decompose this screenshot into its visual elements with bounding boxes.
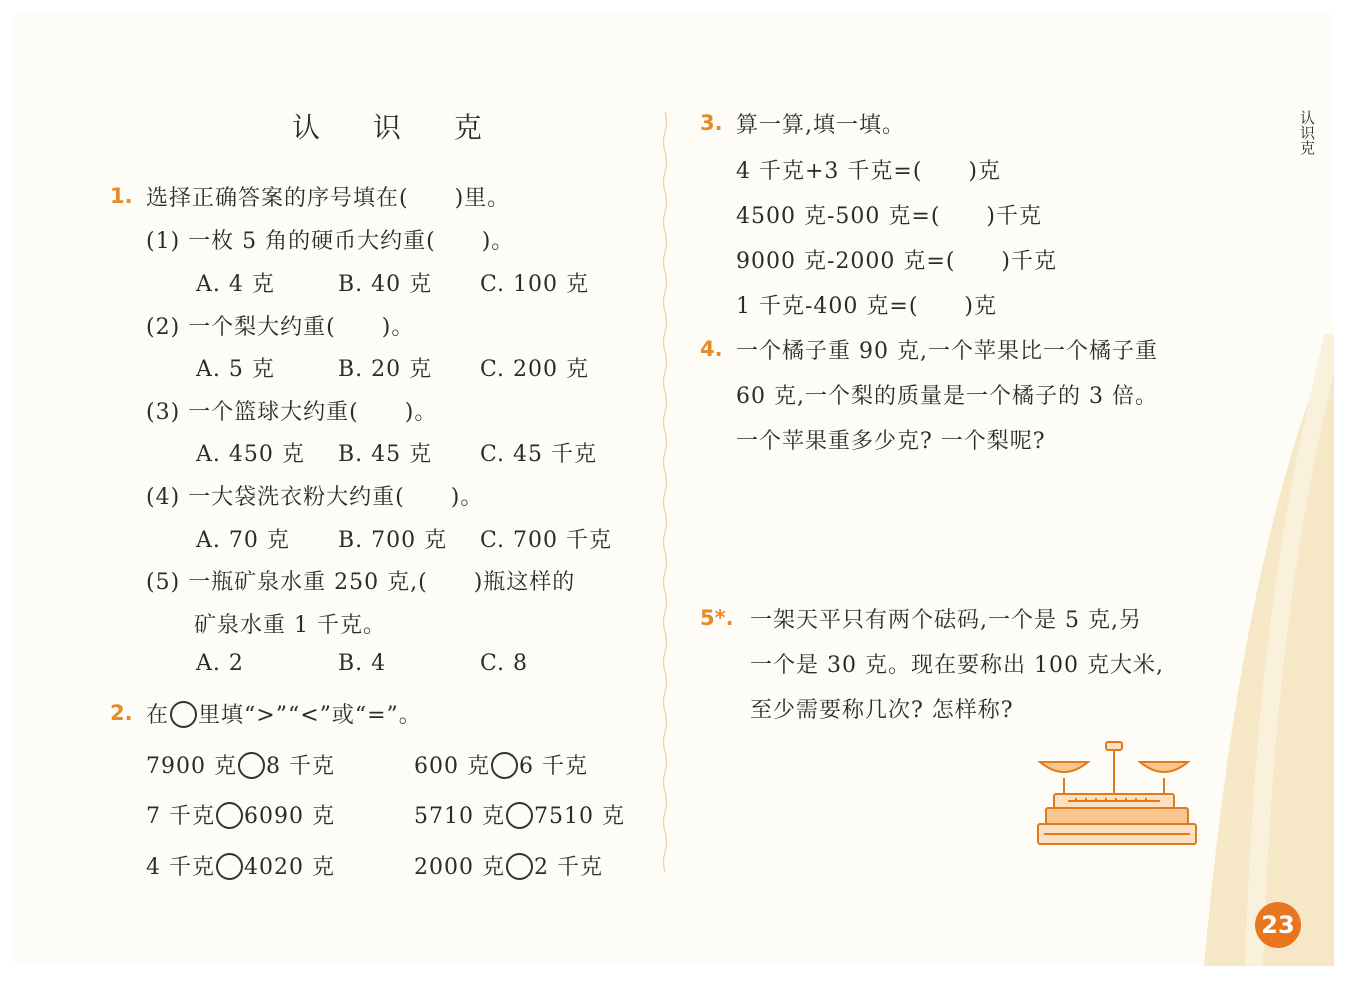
q2-row-1-right (414, 749, 588, 780)
q4-number: 4. (700, 337, 723, 361)
q1-5-question: (5) 一瓶矿泉水重 250 克,( )瓶这样的 (146, 570, 576, 595)
balance-scale-icon (1036, 740, 1200, 848)
q1-1-option-c: C. 100 克 (480, 272, 590, 297)
q1-4-option-b: B. 700 克 (338, 528, 448, 553)
q2-row-2-right (414, 799, 625, 830)
q1-3-option-b: B. 45 克 (338, 442, 433, 467)
q1-2-option-b: B. 20 克 (338, 357, 433, 382)
q1-number: 1. (110, 184, 133, 208)
q1-2-option-a: A. 5 克 (196, 357, 275, 382)
q3-line-1: 4 千克+3 千克=( )克 (736, 159, 1002, 184)
q2-value: 6090 克 (244, 804, 335, 829)
q2-value: 6 千克 (519, 754, 588, 779)
q2-value: 5710 克 (414, 804, 505, 829)
q2-value: 4 千克 (146, 855, 215, 880)
q1-5-option-b: B. 4 (338, 651, 387, 676)
q1-3-option-c: C. 45 千克 (480, 442, 598, 467)
q5-number: 5*. (700, 606, 734, 630)
q2-value: 7 千克 (146, 804, 215, 829)
q2-row-1-left (146, 749, 335, 780)
q2-value: 7510 克 (533, 804, 625, 829)
column-divider (662, 112, 668, 872)
workbook-page (14, 14, 1334, 966)
q1-2-option-c: C. 200 克 (480, 357, 590, 382)
q1-3-question: (3) 一个篮球大约重( )。 (146, 400, 438, 425)
answer-circle[interactable] (238, 752, 265, 779)
q1-5-option-c: C. 8 (480, 651, 529, 676)
q3-stem: 算一算,填一填。 (736, 113, 905, 138)
q1-stem: 选择正确答案的序号填在( )里。 (146, 186, 511, 211)
q3-line-3: 9000 克-2000 克=( )千克 (736, 249, 1057, 274)
q2-row-3-left (146, 850, 335, 881)
answer-circle[interactable] (216, 802, 243, 829)
q2-row-3-right (414, 850, 603, 881)
q2-value: 2000 克 (414, 855, 505, 880)
q4-line-1: 一个橘子重 90 克,一个苹果比一个橘子重 (736, 339, 1158, 364)
q1-1-option-a: A. 4 克 (196, 272, 275, 297)
q1-4-option-c: C. 700 千克 (480, 528, 613, 553)
q2-row-2-left (146, 799, 335, 830)
q2-value: 2 千克 (533, 855, 603, 880)
q4-line-3: 一个苹果重多少克? 一个梨呢? (736, 429, 1046, 454)
q2-value: 600 克 (414, 754, 490, 779)
answer-circle[interactable] (506, 802, 533, 829)
q3-number: 3. (700, 111, 723, 135)
q1-1-option-b: B. 40 克 (338, 272, 433, 297)
q2-stem-b: 里填“>”“<”或“=”。 (198, 703, 422, 728)
page-number-badge: 23 (1255, 902, 1301, 948)
q2-value: 4020 克 (244, 855, 335, 880)
answer-circle[interactable] (216, 853, 243, 880)
q1-5-option-a: A. 2 (196, 651, 244, 676)
q2-stem (146, 698, 422, 729)
side-label: 认识克 (1298, 110, 1316, 155)
q5-line-2: 一个是 30 克。现在要称出 100 克大米, (750, 653, 1164, 678)
q5-line-3: 至少需要称几次? 怎样称? (750, 698, 1014, 723)
q1-1-question: (1) 一枚 5 角的硬币大约重( )。 (146, 229, 515, 254)
q1-4-option-a: A. 70 克 (196, 528, 290, 553)
q1-2-question: (2) 一个梨大约重( )。 (146, 315, 415, 340)
answer-circle[interactable] (506, 853, 533, 880)
q1-3-option-a: A. 450 克 (196, 442, 305, 467)
q3-line-2: 4500 克-500 克=( )千克 (736, 204, 1042, 229)
answer-circle[interactable] (491, 752, 518, 779)
q2-stem-a: 在 (146, 703, 170, 728)
q4-line-2: 60 克,一个梨的质量是一个橘子的 3 倍。 (736, 384, 1158, 409)
q3-line-4: 1 千克-400 克=( )克 (736, 294, 998, 319)
compare-circle-icon (170, 701, 197, 728)
q5-line-1: 一架天平只有两个砝码,一个是 5 克,另 (750, 608, 1142, 633)
q2-value: 8 千克 (265, 754, 335, 779)
q1-4-question: (4) 一大袋洗衣粉大约重( )。 (146, 485, 484, 510)
q2-value: 7900 克 (146, 754, 237, 779)
q1-5-question-cont: 矿泉水重 1 千克。 (194, 613, 386, 638)
corner-decoration (1164, 334, 1334, 966)
q2-number: 2. (110, 701, 133, 725)
page-title: 认 识 克 (292, 111, 504, 144)
